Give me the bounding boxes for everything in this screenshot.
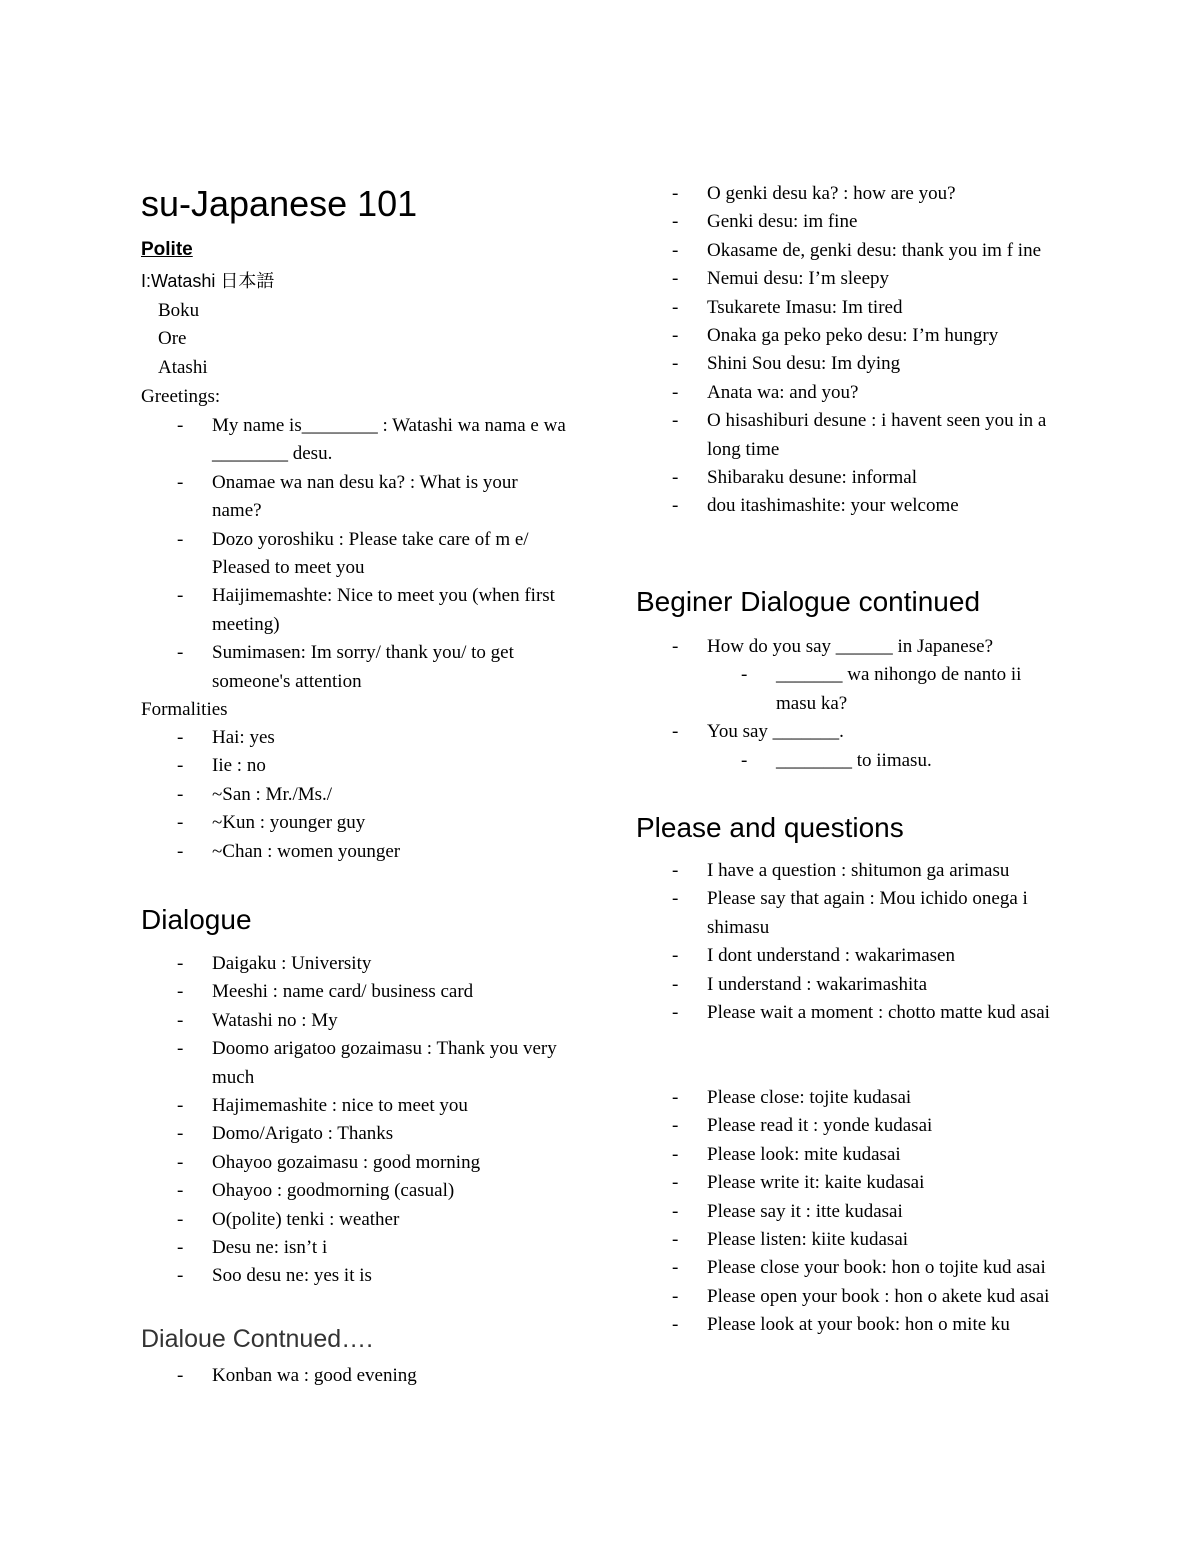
list-item: - Watashi no : My xyxy=(141,1007,571,1035)
please-commands-list xyxy=(636,1084,1061,1340)
list-item: - Hai: yes xyxy=(141,724,571,752)
pronoun-atashi: Atashi xyxy=(158,357,208,378)
list-item: - You say _______. xyxy=(636,718,1061,746)
list-item: - O(polite) tenki : weather xyxy=(141,1206,571,1234)
list-item: - O hisashiburi desune : i havent seen you in a long time xyxy=(636,407,1061,464)
list-item: - I understand : wakarimashita xyxy=(636,971,1061,999)
list-item: - Please say that again : Mou ichido onega i shimasu xyxy=(636,885,1061,942)
list-item: - Daigaku : University xyxy=(141,950,571,978)
list-item: - Please close: tojite kudasai xyxy=(636,1084,1061,1112)
list-item: - Dozo yoroshiku : Please take care of m e/ Pleased to meet you xyxy=(141,526,571,583)
beginer-dialogue-heading: Beginer Dialogue continued xyxy=(636,586,981,617)
dialogue-continued-list xyxy=(141,1362,571,1390)
page-title: su-Japanese 101 xyxy=(141,183,418,224)
dialogue-continued-heading: Dialoue Contnued…. xyxy=(141,1325,374,1353)
list-item: - Iie : no xyxy=(141,752,571,780)
list-item: - ~Kun : younger guy xyxy=(141,809,571,837)
polite-label: Polite xyxy=(141,239,193,260)
list-item: - Anata wa: and you? xyxy=(636,379,1061,407)
list-item: - Konban wa : good evening xyxy=(141,1362,571,1390)
list-subitem: - ________ to iimasu. xyxy=(636,747,1061,775)
list-item: - Tsukarete Imasu: Im tired xyxy=(636,294,1061,322)
list-item: - Onaka ga peko peko desu: I’m hungry xyxy=(636,322,1061,350)
beginer-dialogue-list xyxy=(636,633,1061,775)
please-questions-list xyxy=(636,857,1061,1027)
list-item: - Desu ne: isn’t i xyxy=(141,1234,571,1262)
list-item: - ~San : Mr./Ms./ xyxy=(141,781,571,809)
list-item: - Soo desu ne: yes it is xyxy=(141,1262,571,1290)
greetings-label: Greetings: xyxy=(141,386,221,407)
please-questions-heading: Please and questions xyxy=(636,812,904,843)
list-item: - Okasame de, genki desu: thank you im f ine xyxy=(636,237,1061,265)
list-item: - My name is________ : Watashi wa nama e wa ________ desu. xyxy=(141,412,571,469)
list-item: - Onamae wa nan desu ka? : What is your name? xyxy=(141,469,571,526)
list-item: - Please close your book: hon o tojite kud asai xyxy=(636,1254,1061,1282)
dialogue-heading: Dialogue xyxy=(141,904,252,935)
list-item: - Please read it : yonde kudasai xyxy=(636,1112,1061,1140)
list-item: - I have a question : shitumon ga arimasu xyxy=(636,857,1061,885)
list-item: - dou itashimashite: your welcome xyxy=(636,492,1061,520)
list-item: - Please say it : itte kudasai xyxy=(636,1198,1061,1226)
list-item: - Nemui desu: I’m sleepy xyxy=(636,265,1061,293)
watashi-line: I:Watashi 日本語 xyxy=(141,271,275,291)
list-subitem: - _______ wa nihongo de nanto ii masu ka? xyxy=(636,661,1061,718)
list-item: - Sumimasen: Im sorry/ thank you/ to get someone's attention xyxy=(141,639,571,696)
pronoun-boku: Boku xyxy=(158,300,200,321)
dialogue-list xyxy=(141,950,571,1291)
formalities-label: Formalities xyxy=(141,699,228,720)
greetings-list xyxy=(141,412,571,696)
formalities-list xyxy=(141,724,571,866)
list-item: - O genki desu ka? : how are you? xyxy=(636,180,1061,208)
list-item: - Please look: mite kudasai xyxy=(636,1141,1061,1169)
list-item: - Please wait a moment : chotto matte kud asai xyxy=(636,999,1061,1027)
list-item: - Hajimemashite : nice to meet you xyxy=(141,1092,571,1120)
list-item: - Genki desu: im fine xyxy=(636,208,1061,236)
pronoun-ore: Ore xyxy=(158,328,187,349)
list-item: - Ohayoo : goodmorning (casual) xyxy=(141,1177,571,1205)
list-item: - Please write it: kaite kudasai xyxy=(636,1169,1061,1197)
list-item: - Domo/Arigato : Thanks xyxy=(141,1120,571,1148)
list-item: - Shibaraku desune: informal xyxy=(636,464,1061,492)
list-item: - I dont understand : wakarimasen xyxy=(636,942,1061,970)
list-item: - Haijimemashte: Nice to meet you (when first meeting) xyxy=(141,582,571,639)
list-item: - Ohayoo gozaimasu : good morning xyxy=(141,1149,571,1177)
list-item: - Please open your book : hon o akete kud asai xyxy=(636,1283,1061,1311)
phrases-list xyxy=(636,180,1061,521)
list-item: - Doomo arigatoo gozaimasu : Thank you very much xyxy=(141,1035,571,1092)
list-item: - Please listen: kiite kudasai xyxy=(636,1226,1061,1254)
list-item: - Meeshi : name card/ business card xyxy=(141,978,571,1006)
list-item: - ~Chan : women younger xyxy=(141,838,571,866)
list-item: - Shini Sou desu: Im dying xyxy=(636,350,1061,378)
list-item: - How do you say ______ in Japanese? xyxy=(636,633,1061,661)
list-item: - Please look at your book: hon o mite ku xyxy=(636,1311,1061,1339)
